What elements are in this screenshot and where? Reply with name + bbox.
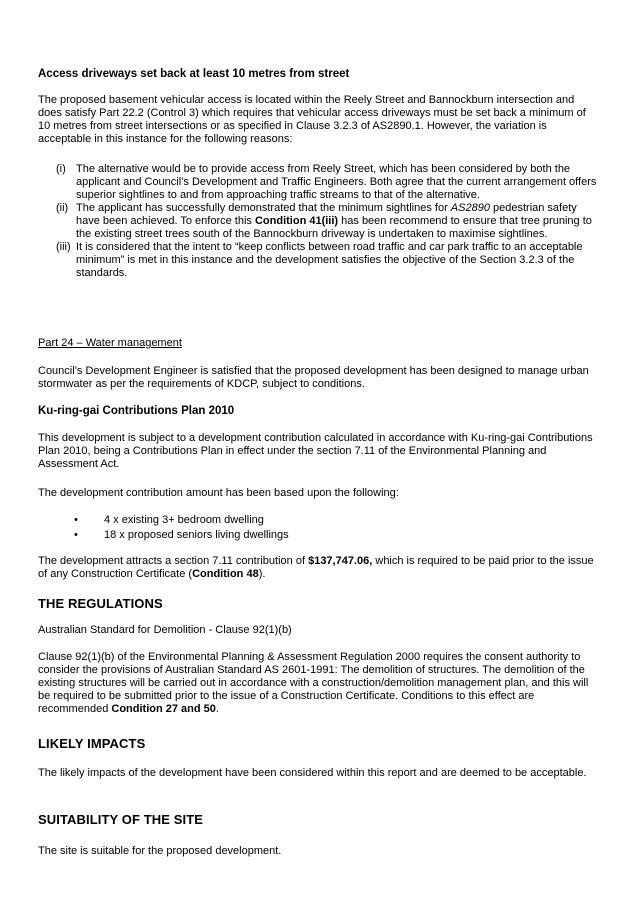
- suitability-body-block: [38, 845, 598, 858]
- list-item-number: (iii): [56, 241, 71, 253]
- regulations-section: [38, 596, 598, 612]
- list-item-number: (i): [56, 163, 66, 175]
- water-section: [38, 337, 598, 350]
- contributions-bullets: [38, 513, 598, 543]
- list-item: [38, 202, 598, 241]
- regulations-subheading: Australian Standard for Demolition - Clause 92(1)(b): [38, 624, 292, 636]
- impacts-section: [38, 736, 598, 752]
- regulations-heading: THE REGULATIONS: [38, 596, 163, 611]
- contributions-amount: The development attracts a section 7.11 contribution of $137,747.06, which is required to be paid prior to the issue of any Construction Certificate (Condition 48).: [38, 555, 594, 580]
- access-intro-block: [38, 94, 598, 146]
- impacts-body: The likely impacts of the development have been considered within this report and are deemed to be acceptable.: [38, 767, 587, 779]
- suitability-body: The site is suitable for the proposed development.: [38, 845, 282, 857]
- regulations-body-block: [38, 651, 598, 716]
- bullet-icon: •: [74, 529, 78, 541]
- list-item-text: 4 x existing 3+ bedroom dwelling: [104, 514, 264, 526]
- contributions-body: This development is subject to a development contribution calculated in accordance with Ku-ring-gai Contributions Plan 2010, being a Contributions Plan in effect under the section 7.11 of the Environmental Planning and Assessment Act.: [38, 432, 593, 470]
- suitability-section: [38, 812, 598, 828]
- regulations-sub-block: [38, 624, 598, 637]
- contributions-basis-block: [38, 487, 598, 500]
- list-item-text: It is considered that the intent to “keep conflicts between road traffic and car park traffic to an acceptable minimum” is met in this instance and the development satisfies the objective of the Section 3.2.3 of the standards.: [76, 241, 583, 279]
- list-item-text: The alternative would be to provide access from Reely Street, which has been considered by both the applicant and Council’s Development and Traffic Engineers. Both agree that the current arrangement offers superior sightlines to and from approaching traffic streams to that of the alternative.: [76, 163, 597, 201]
- water-body-block: [38, 365, 598, 391]
- contributions-section: [38, 404, 598, 418]
- access-reasons-list: [38, 163, 598, 280]
- contributions-body-block: [38, 432, 598, 471]
- bullet-icon: •: [74, 514, 78, 526]
- access-section: [38, 67, 598, 81]
- list-item: [38, 241, 598, 280]
- list-item-text: The applicant has successfully demonstrated that the minimum sightlines for AS2890 pedestrian safety have been achieved. To enforce this Condition 41(iii) has been recommend to ensure that tree pruning to the existing street trees south of the Bannockburn driveway is undertaken to maximise sightlines.: [76, 202, 592, 240]
- contributions-basis: The development contribution amount has been based upon the following:: [38, 487, 399, 499]
- list-item: [38, 528, 598, 543]
- impacts-heading: LIKELY IMPACTS: [38, 736, 146, 751]
- suitability-heading: SUITABILITY OF THE SITE: [38, 812, 204, 827]
- water-heading: Part 24 – Water management: [38, 337, 182, 349]
- impacts-body-block: [38, 767, 598, 780]
- access-heading: Access driveways set back at least 10 metres from street: [38, 68, 350, 80]
- list-item: [38, 163, 598, 202]
- contributions-heading: Ku-ring-gai Contributions Plan 2010: [38, 405, 235, 417]
- list-item-number: (ii): [56, 202, 69, 214]
- list-item: [38, 513, 598, 528]
- water-body: Council’s Development Engineer is satisfied that the proposed development has been designed to manage urban stormwater as per the requirements of KDCP, subject to conditions.: [38, 365, 589, 390]
- regulations-body: Clause 92(1)(b) of the Environmental Planning & Assessment Regulation 2000 requires the consent authority to consider the provisions of Australian Standard AS 2601-1991: The demolition of structures. The demolition of the existing structures will be carried out in accordance with a construction/demolition management plan, and this will be required to be submitted prior to the issue of a Construction Certificate. Conditions to this effect are recommended Condition 27 and 50.: [38, 651, 589, 715]
- access-intro: The proposed basement vehicular access is located within the Reely Street and Bannockburn intersection and does satisfy Part 22.2 (Control 3) which requires that vehicular access driveways must be set back a minimum of 10 metres from street intersections or as specified in Clause 3.2.3 of AS2890.1. However, the variation is acceptable in this instance for the following reasons:: [38, 94, 586, 145]
- list-item-text: 18 x proposed seniors living dwellings: [104, 529, 289, 541]
- contributions-amount-block: [38, 555, 598, 581]
